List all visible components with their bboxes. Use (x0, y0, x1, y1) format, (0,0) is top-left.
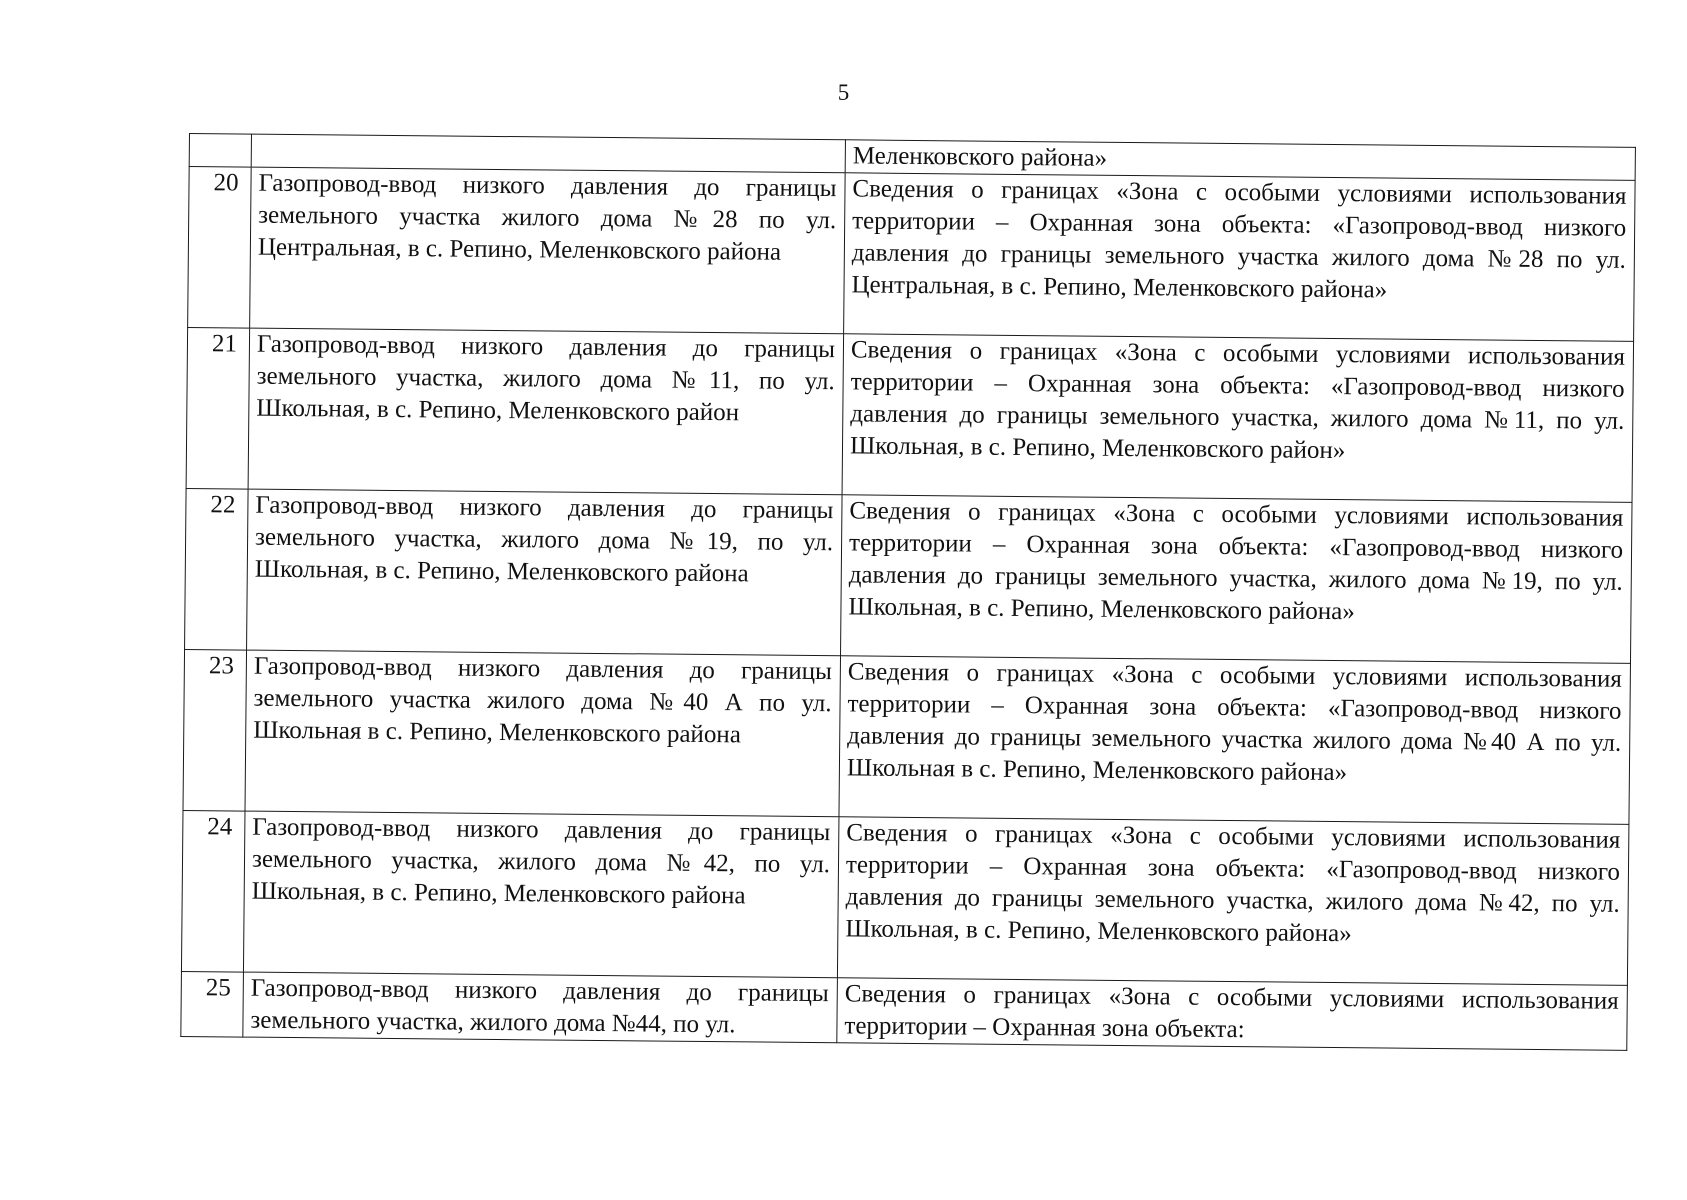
zone-info-cell: Сведения о границах «Зона с особыми условиями использования территории – Охранная зона объекта: «Газопровод-ввод низкого давления до границы земельного участка, жилого дома №11, по ул. Школьная, в с. Репино, Меленковского район» (842, 334, 1634, 503)
row-number-cell: 20 (188, 167, 252, 329)
object-name-cell: Газопровод-ввод низкого давления до границы земельного участка жилого дома №40 А по ул. Школьная в с. Репино, Меленковского района (245, 650, 841, 817)
object-name-cell: Газопровод-ввод низкого давления до границы земельного участка, жилого дома №42, по ул. Школьная, в с. Репино, Меленковского района (243, 811, 839, 978)
object-name-cell: Газопровод-ввод низкого давления до границы земельного участка, жилого дома №11, по ул. Школьная, в с. Репино, Меленковского район (248, 328, 844, 495)
row-number-cell: 24 (181, 810, 245, 972)
zone-info-cell: Сведения о границах «Зона с особыми условиями использования территории – Охранная зона объекта: «Газопровод-ввод низкого давления до границы земельного участка, жилого дома №42, по ул. Школьная, в с. Репино, Меленковского района» (837, 817, 1629, 986)
row-number-cell: 22 (185, 488, 249, 650)
table-row (183, 649, 1630, 824)
zone-info-cell: Меленковского района» (845, 140, 1635, 181)
table-row (188, 167, 1635, 342)
table-row (185, 488, 1632, 663)
object-name-cell: Газопровод-ввод низкого давления до границы земельного участка жилого дома №28 по ул. Центральная, в с. Репино, Меленковского района (250, 167, 846, 334)
object-name-cell: Газопровод-ввод низкого давления до границы земельного участка, жилого дома №19, по ул. Школьная, в с. Репино, Меленковского района (247, 489, 843, 656)
table-row (181, 810, 1628, 985)
page-number: 5 (837, 80, 850, 105)
row-number-cell (189, 134, 251, 168)
row-number-cell: 21 (186, 327, 250, 489)
zone-info-cell: Сведения о границах «Зона с особыми условиями использования территории – Охранная зона объекта: «Газопровод-ввод низкого давления до границы земельного участка жилого дома №28 по ул. Центральная, в с. Репино, Меленковского района» (844, 173, 1636, 342)
row-number-cell: 23 (183, 649, 247, 811)
table-row (186, 327, 1633, 502)
zone-info-cell: Сведения о границах «Зона с особыми условиями использования территории – Охранная зона объекта: «Газопровод-ввод низкого давления до границы земельного участка жилого дома №40 А по ул. Школьная в с. Репино, Меленковского района» (839, 656, 1631, 825)
object-name-cell: Газопровод-ввод низкого давления до границы земельного участка, жилого дома №44, по ул. (243, 972, 838, 1043)
zone-info-cell: Сведения о границах «Зона с особыми условиями использования территории – Охранная зона объекта: «Газопровод-ввод низкого давления до границы земельного участка, жилого дома №19, по ул. Школьная, в с. Репино, Меленковского района» (841, 495, 1633, 664)
table-row (181, 971, 1628, 1050)
zone-info-cell: Сведения о границах «Зона с особыми условиями использования территории – Охранная зона объекта: (837, 978, 1628, 1051)
row-number-cell: 25 (181, 971, 244, 1037)
zones-table (180, 133, 1636, 1051)
